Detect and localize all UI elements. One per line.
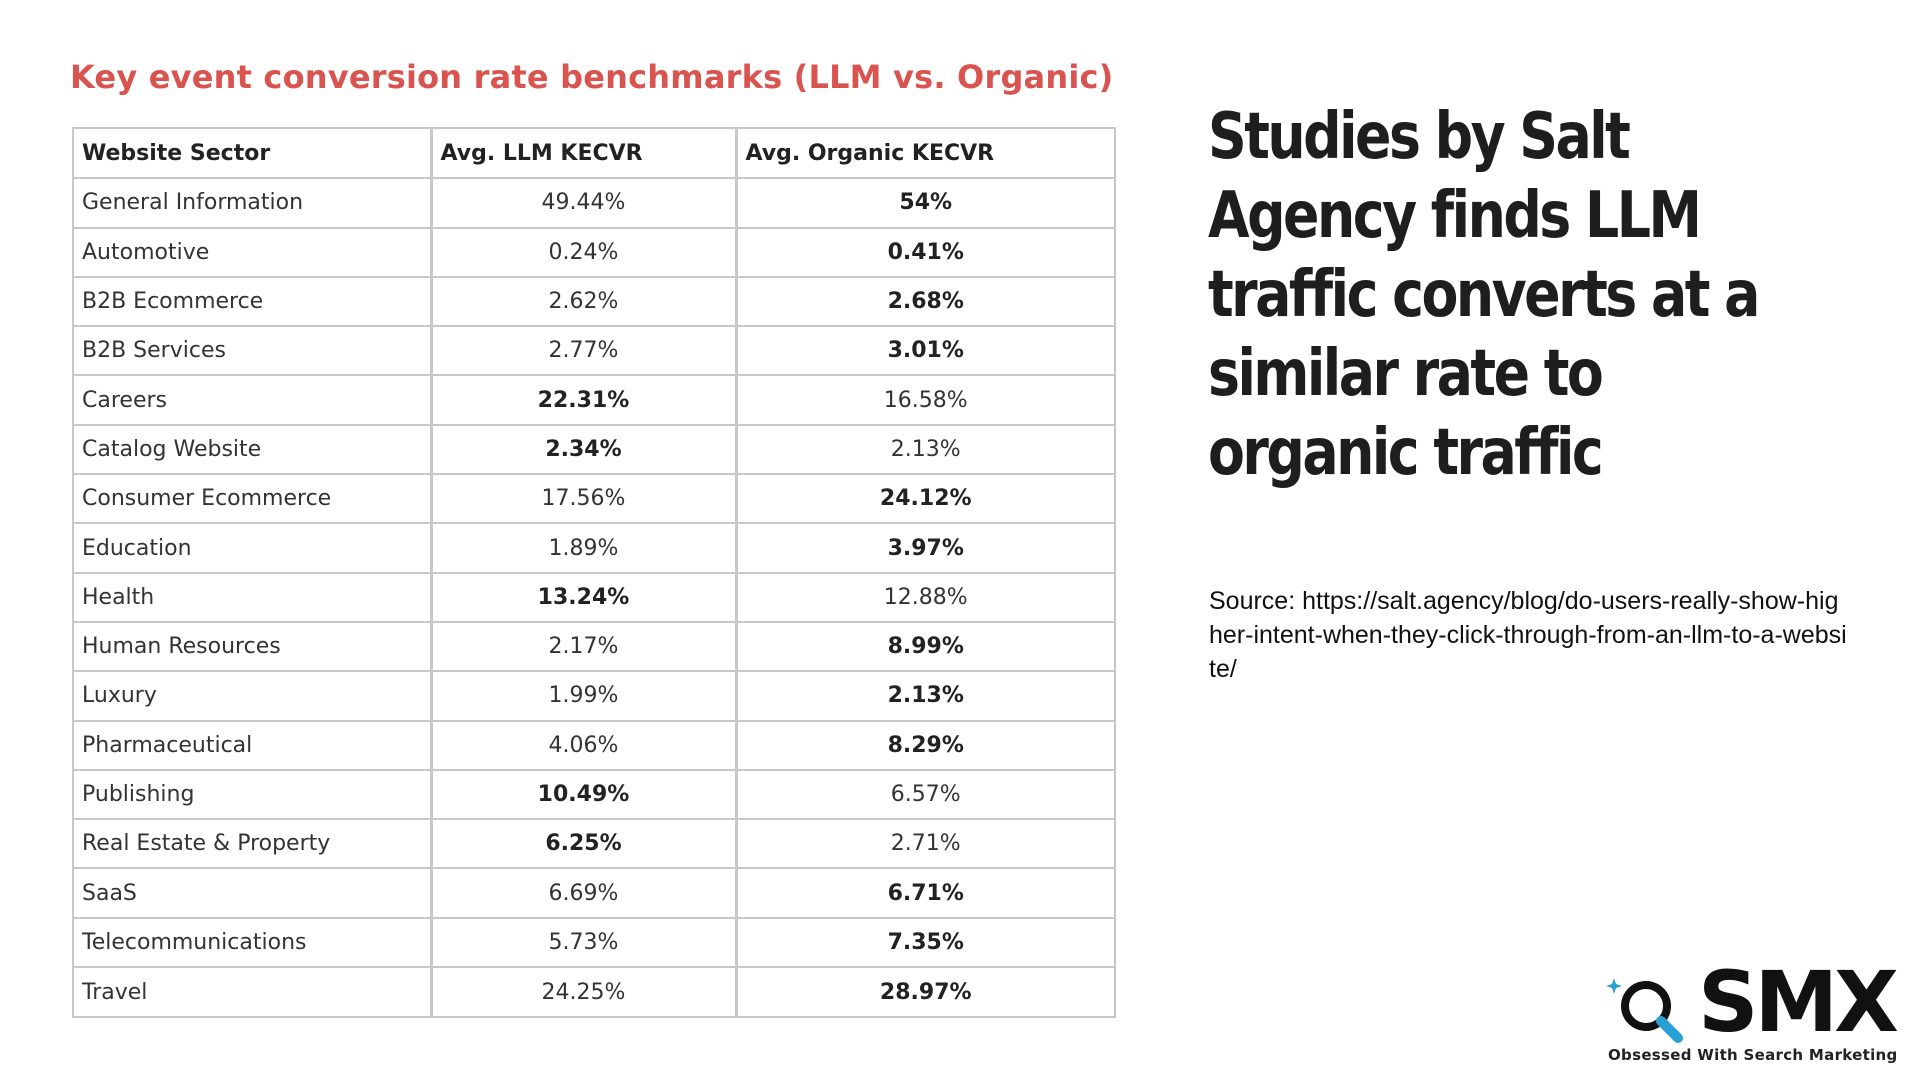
column-header-sector: Website Sector (74, 129, 431, 178)
organic-kecvr-cell: 3.97% (736, 523, 1114, 572)
llm-kecvr-cell: 6.25% (431, 819, 736, 868)
sector-cell: Travel (74, 967, 431, 1016)
table-row (74, 868, 1114, 917)
sector-cell: Careers (74, 375, 431, 424)
llm-kecvr-cell: 13.24% (431, 573, 736, 622)
table-row (74, 721, 1114, 770)
logo-wordmark: SMX (1698, 953, 1895, 1051)
sector-cell: Pharmaceutical (74, 721, 431, 770)
table-row (74, 228, 1114, 277)
smx-logo (1604, 953, 1904, 1066)
llm-kecvr-cell: 0.24% (431, 228, 736, 277)
sector-cell: Catalog Website (74, 425, 431, 474)
organic-kecvr-cell: 2.71% (736, 819, 1114, 868)
llm-kecvr-cell: 49.44% (431, 178, 736, 227)
table-body (74, 178, 1114, 1016)
headline: Studies by Salt Agency finds LLM traffic converts at a similar rate to organic traffic (1208, 100, 1758, 490)
magnifier-handle (1661, 1021, 1678, 1038)
table-row (74, 967, 1114, 1016)
sector-cell: Consumer Ecommerce (74, 474, 431, 523)
sector-cell: Publishing (74, 770, 431, 819)
organic-kecvr-cell: 0.41% (736, 228, 1114, 277)
llm-kecvr-cell: 17.56% (431, 474, 736, 523)
organic-kecvr-cell: 7.35% (736, 918, 1114, 967)
table-row (74, 375, 1114, 424)
sector-cell: B2B Services (74, 326, 431, 375)
organic-kecvr-cell: 54% (736, 178, 1114, 227)
table-row (74, 819, 1114, 868)
llm-kecvr-cell: 1.89% (431, 523, 736, 572)
table-row (74, 573, 1114, 622)
llm-kecvr-cell: 2.62% (431, 277, 736, 326)
table-row (74, 622, 1114, 671)
organic-kecvr-cell: 6.71% (736, 868, 1114, 917)
table-row (74, 671, 1114, 720)
table-row (74, 178, 1114, 227)
llm-kecvr-cell: 22.31% (431, 375, 736, 424)
sector-cell: SaaS (74, 868, 431, 917)
sector-cell: General Information (74, 178, 431, 227)
sector-cell: Real Estate & Property (74, 819, 431, 868)
column-header-organic: Avg. Organic KECVR (736, 129, 1114, 178)
magnifier-icon (1604, 970, 1700, 1046)
organic-kecvr-cell: 2.13% (736, 671, 1114, 720)
llm-kecvr-cell: 4.06% (431, 721, 736, 770)
table-title: Key event conversion rate benchmarks (LLM vs. Organic) (70, 58, 1114, 96)
source-citation: Source: https://salt.agency/blog/do-users-really-show-higher-intent-when-they-click-through-from-an-llm-to-a-website/ (1209, 587, 1847, 683)
organic-kecvr-cell: 16.58% (736, 375, 1114, 424)
llm-kecvr-cell: 2.17% (431, 622, 736, 671)
table-row (74, 277, 1114, 326)
llm-kecvr-cell: 10.49% (431, 770, 736, 819)
organic-kecvr-cell: 2.68% (736, 277, 1114, 326)
sector-cell: Education (74, 523, 431, 572)
llm-kecvr-cell: 2.77% (431, 326, 736, 375)
sector-cell: Telecommunications (74, 918, 431, 967)
llm-kecvr-cell: 2.34% (431, 425, 736, 474)
sector-cell: Automotive (74, 228, 431, 277)
table-row (74, 326, 1114, 375)
sector-cell: Health (74, 573, 431, 622)
llm-kecvr-cell: 5.73% (431, 918, 736, 967)
benchmark-table (72, 127, 1116, 1018)
organic-kecvr-cell: 2.13% (736, 425, 1114, 474)
table-row (74, 523, 1114, 572)
sparkle-icon (1606, 978, 1622, 994)
llm-kecvr-cell: 1.99% (431, 671, 736, 720)
table-header-row (74, 129, 1114, 178)
table-row (74, 425, 1114, 474)
benchmark-table-grid (74, 129, 1114, 1016)
column-header-llm: Avg. LLM KECVR (431, 129, 736, 178)
organic-kecvr-cell: 8.29% (736, 721, 1114, 770)
table-row (74, 474, 1114, 523)
organic-kecvr-cell: 28.97% (879, 979, 972, 1005)
llm-kecvr-cell: 6.69% (431, 868, 736, 917)
sector-cell: Luxury (74, 671, 431, 720)
table-row (74, 918, 1114, 967)
table-row (74, 770, 1114, 819)
sector-cell: B2B Ecommerce (74, 277, 431, 326)
organic-kecvr-cell: 6.57% (736, 770, 1114, 819)
llm-kecvr-cell: 24.25% (431, 967, 736, 1016)
organic-kecvr-cell: 8.99% (736, 622, 1114, 671)
organic-kecvr-cell: 12.88% (736, 573, 1114, 622)
logo-tagline: Obsessed With Search Marketing (1608, 1046, 1898, 1064)
sector-cell: Human Resources (74, 622, 431, 671)
organic-kecvr-cell: 3.01% (736, 326, 1114, 375)
organic-kecvr-cell: 24.12% (736, 474, 1114, 523)
